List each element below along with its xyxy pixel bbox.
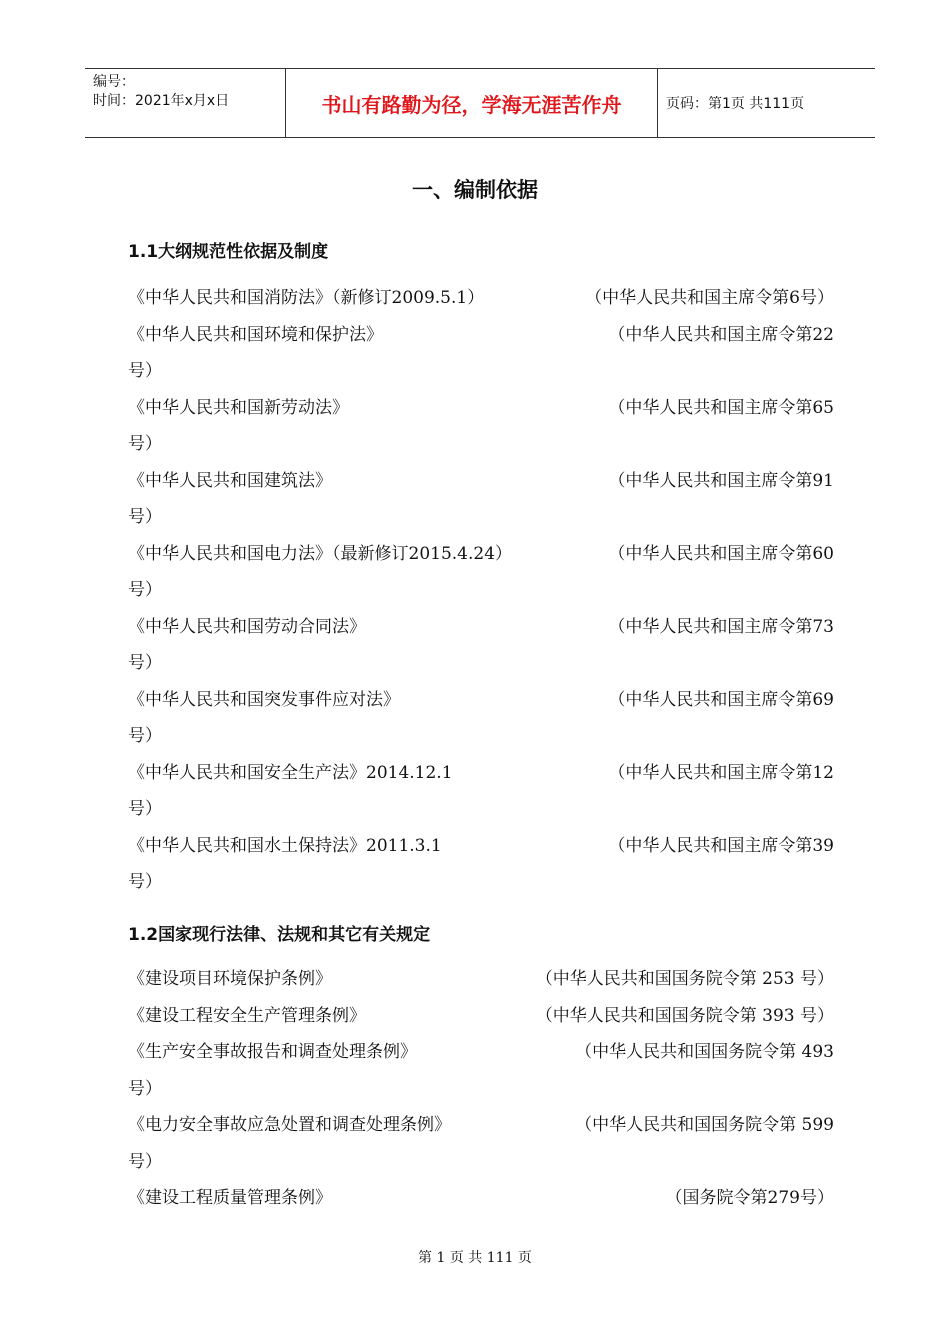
section-heading-1-1: 1.1大纲规范性依据及制度 bbox=[128, 242, 329, 262]
law-reference-continued: 号） bbox=[128, 726, 162, 746]
law-name: 《生产安全事故报告和调查处理条例》 bbox=[128, 1042, 417, 1062]
law-reference-continued: 号） bbox=[128, 1151, 162, 1172]
law-item bbox=[128, 390, 834, 463]
law-name: 《中华人民共和国安全生产法》2014.12.1 bbox=[128, 762, 453, 783]
law-reference: （中华人民共和国主席令第6号） bbox=[585, 288, 834, 308]
law-name: 《中华人民共和国新劳动法》 bbox=[128, 397, 349, 418]
law-name: 《中华人民共和国环境和保护法》 bbox=[128, 324, 383, 345]
page-title: 一、编制依据 bbox=[412, 178, 538, 202]
law-name: 《中华人民共和国电力法》（最新修订2015.4.24） bbox=[128, 543, 513, 564]
law-reference: （中华人民共和国主席令第65 bbox=[608, 397, 834, 418]
law-reference-continued: 号） bbox=[128, 1078, 162, 1099]
law-item bbox=[128, 998, 834, 1035]
law-reference-continued: 号） bbox=[128, 580, 162, 600]
page-header bbox=[85, 68, 875, 138]
law-name: 《中华人民共和国突发事件应对法》 bbox=[128, 689, 400, 710]
law-reference: （中华人民共和国主席令第73 bbox=[608, 616, 834, 637]
law-reference-continued: 号） bbox=[128, 799, 162, 819]
law-name: 《中华人民共和国劳动合同法》 bbox=[128, 616, 366, 637]
law-reference-continued: 号） bbox=[128, 361, 162, 381]
law-item bbox=[128, 755, 834, 828]
law-name: 《建设工程安全生产管理条例》 bbox=[128, 1005, 366, 1026]
law-name: 《建设项目环境保护条例》 bbox=[128, 969, 332, 989]
law-name: 《中华人民共和国消防法》（新修订2009.5.1） bbox=[128, 288, 485, 308]
header-motto: 书山有路勤为径，学海无涯苦作舟 bbox=[285, 69, 658, 137]
law-item bbox=[128, 1034, 834, 1107]
law-item bbox=[128, 961, 834, 998]
law-name: 《中华人民共和国水土保持法》2011.3.1 bbox=[128, 835, 442, 856]
law-reference: （中华人民共和国主席令第69 bbox=[608, 689, 834, 710]
law-item bbox=[128, 828, 834, 901]
law-list-1-1 bbox=[128, 280, 834, 901]
law-reference: （中华人民共和国国务院令第 493 bbox=[575, 1042, 834, 1062]
document-date: 时间：2021年x月x日 bbox=[93, 93, 230, 109]
law-reference: （中华人民共和国国务院令第 393 号） bbox=[535, 1005, 834, 1026]
law-reference: （中华人民共和国主席令第22 bbox=[608, 324, 834, 345]
law-reference: （国务院令第279号） bbox=[665, 1188, 834, 1208]
law-reference-continued: 号） bbox=[128, 872, 162, 892]
law-reference-continued: 号） bbox=[128, 434, 162, 454]
law-reference-continued: 号） bbox=[128, 507, 162, 527]
law-item bbox=[128, 1107, 834, 1180]
law-list-1-2 bbox=[128, 961, 834, 1217]
law-reference: （中华人民共和国主席令第60 bbox=[608, 543, 834, 564]
law-name: 《建设工程质量管理条例》 bbox=[128, 1188, 332, 1208]
law-reference: （中华人民共和国国务院令第 599 bbox=[575, 1115, 834, 1135]
header-meta bbox=[85, 69, 285, 137]
law-item bbox=[128, 1180, 834, 1217]
law-reference: （中华人民共和国主席令第12 bbox=[608, 762, 834, 783]
section-heading-1-2: 1.2国家现行法律、法规和其它有关规定 bbox=[128, 925, 431, 945]
law-reference: （中华人民共和国国务院令第 253 号） bbox=[535, 969, 834, 989]
law-reference: （中华人民共和国主席令第91 bbox=[608, 470, 834, 491]
law-item bbox=[128, 609, 834, 682]
page-footer: 第 1 页 共 111 页 bbox=[418, 1250, 532, 1266]
law-name: 《中华人民共和国建筑法》 bbox=[128, 470, 332, 491]
law-reference-continued: 号） bbox=[128, 653, 162, 673]
law-item bbox=[128, 463, 834, 536]
law-item bbox=[128, 280, 834, 317]
law-reference: （中华人民共和国主席令第39 bbox=[608, 835, 834, 856]
law-item bbox=[128, 317, 834, 390]
law-item bbox=[128, 682, 834, 755]
law-name: 《电力安全事故应急处置和调查处理条例》 bbox=[128, 1115, 451, 1135]
document-number: 编号： bbox=[93, 74, 135, 90]
law-item bbox=[128, 536, 834, 609]
header-page-number: 页码：第1页 共111页 bbox=[666, 96, 805, 112]
